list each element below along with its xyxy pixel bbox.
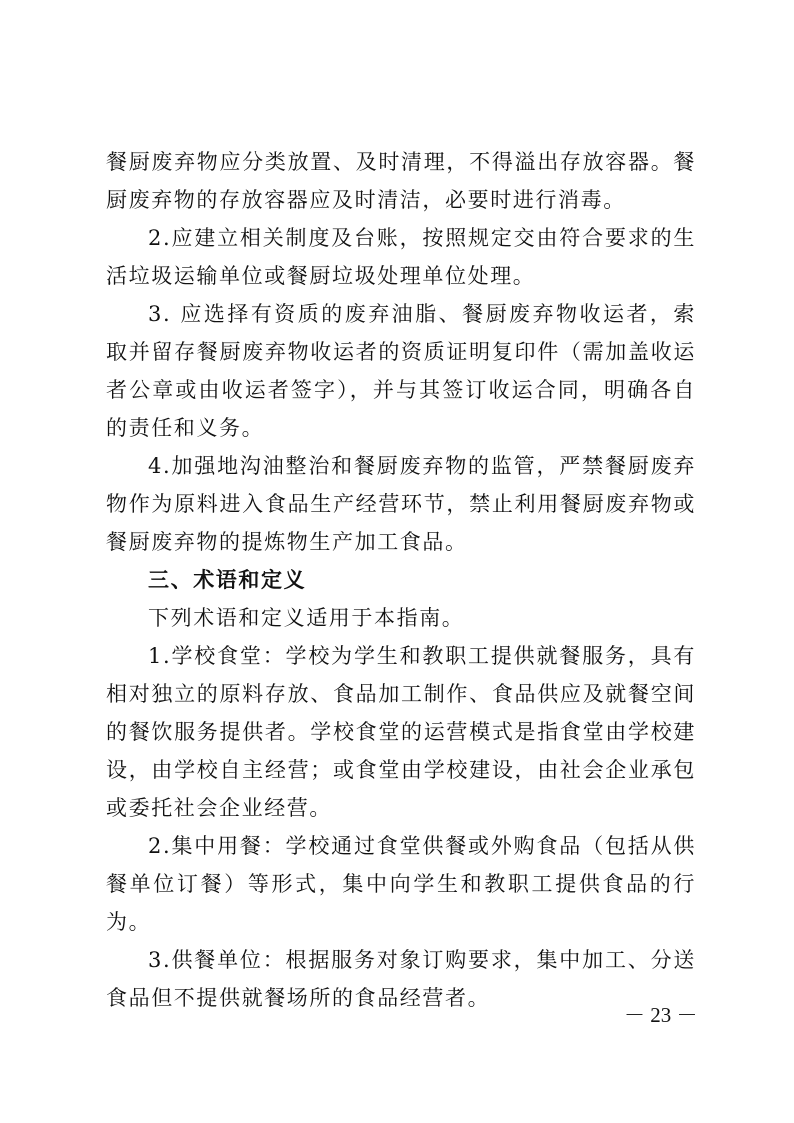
definition-group-dining: 2.集中用餐：学校通过食堂供餐或外购食品（包括从供餐单位订餐）等形式，集中向学生和教职工提供食品的行为。 (106, 834, 696, 934)
document-body (106, 143, 696, 1017)
definition-school-canteen: 1.学校食堂：学校为学生和教职工提供就餐服务，具有相对独立的原料存放、食品加工制作、食品供应及就餐空间的餐饮服务提供者。学校食堂的运营模式是指食堂由学校建设，由学校自主经营；或食堂由学校建设，由社会企业承包或委托社会企业经营。 (106, 644, 696, 820)
paragraph-item-2: 2.应建立相关制度及台账，按照规定交由符合要求的生活垃圾运输单位或餐厨垃圾处理单位处理。 (106, 226, 696, 288)
section-heading: 三、术语和定义 (148, 568, 307, 592)
definition-meal-supplier: 3.供餐单位：根据服务对象订购要求，集中加工、分送食品但不提供就餐场所的食品经营者。 (106, 948, 696, 1010)
section-intro: 下列术语和定义适用于本指南。 (148, 606, 465, 630)
page-number: － 23 － (624, 1003, 698, 1027)
paragraph-item-3: 3. 应选择有资质的废弃油脂、餐厨废弃物收运者，索取并留存餐厨废弃物收运者的资质证明复印件（需加盖收运者公章或由收运者签字），并与其签订收运合同，明确各自的责任和义务。 (106, 302, 696, 440)
paragraph-item-4: 4.加强地沟油整治和餐厨废弃物的监管，严禁餐厨废弃物作为原料进入食品生产经营环节，禁止利用餐厨废弃物或餐厨废弃物的提炼物生产加工食品。 (106, 454, 696, 554)
paragraph-waste-storage: 餐厨废弃物应分类放置、及时清理，不得溢出存放容器。餐厨废弃物的存放容器应及时清洁，必要时进行消毒。 (106, 150, 696, 212)
